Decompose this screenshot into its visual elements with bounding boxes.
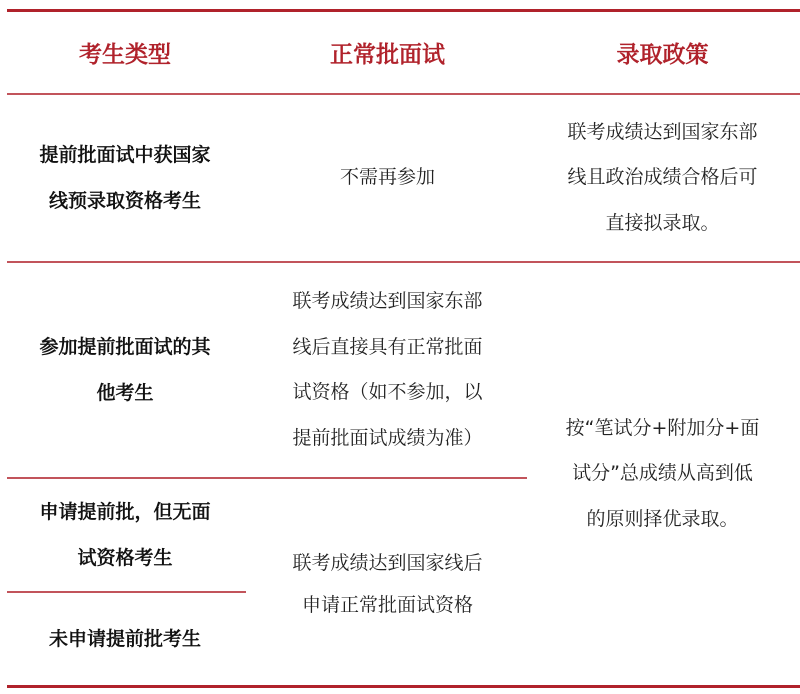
header-policy-label: 录取政策	[616, 42, 709, 68]
row3-interview	[250, 479, 525, 685]
header-type-label: 考生类型	[79, 42, 171, 68]
row1-type	[0, 95, 250, 261]
header-type	[0, 12, 250, 93]
text-line: 联考成绩达到国家线后	[292, 552, 483, 575]
text-line: 试分”总成绩从高到低	[572, 462, 753, 485]
bottom-rule	[7, 685, 800, 688]
header-interview-label: 正常批面试	[330, 42, 445, 68]
shared-policy	[525, 263, 800, 685]
text-line: 线后直接具有正常批面	[292, 335, 483, 358]
text-line: 试资格考生	[77, 547, 173, 569]
row4-type	[0, 593, 250, 685]
row2-type	[0, 263, 250, 477]
text-line: 按“笔试分+附加分+面	[565, 416, 760, 439]
text-line: 申请提前批，但无面	[39, 501, 211, 523]
row3-type	[0, 479, 250, 591]
text-line: 未申请提前批考生	[48, 628, 201, 650]
text-line: 提前批面试中获国家	[39, 144, 211, 166]
row1-policy	[525, 95, 800, 261]
text-line: 试资格（如不参加，以	[292, 381, 483, 403]
text-line: 提前批面试成绩为准）	[292, 426, 483, 449]
text-line: 线且政治成绩合格后可	[567, 166, 758, 189]
text-line: 他考生	[96, 382, 154, 404]
row2-interview	[250, 263, 525, 477]
header-policy	[525, 12, 800, 93]
header-interview	[250, 12, 525, 93]
row1-interview	[250, 95, 525, 261]
text-line: 线预录取资格考生	[48, 190, 201, 212]
text-line: 参加提前批面试的其	[39, 336, 211, 358]
text-line: 不需再参加	[339, 166, 435, 189]
text-line: 的原则择优录取。	[586, 507, 739, 530]
text-line: 申请正常批面试资格	[301, 593, 473, 616]
text-line: 联考成绩达到国家东部	[292, 290, 483, 312]
text-line: 联考成绩达到国家东部	[567, 120, 758, 143]
text-line: 直接拟录取。	[605, 211, 720, 234]
